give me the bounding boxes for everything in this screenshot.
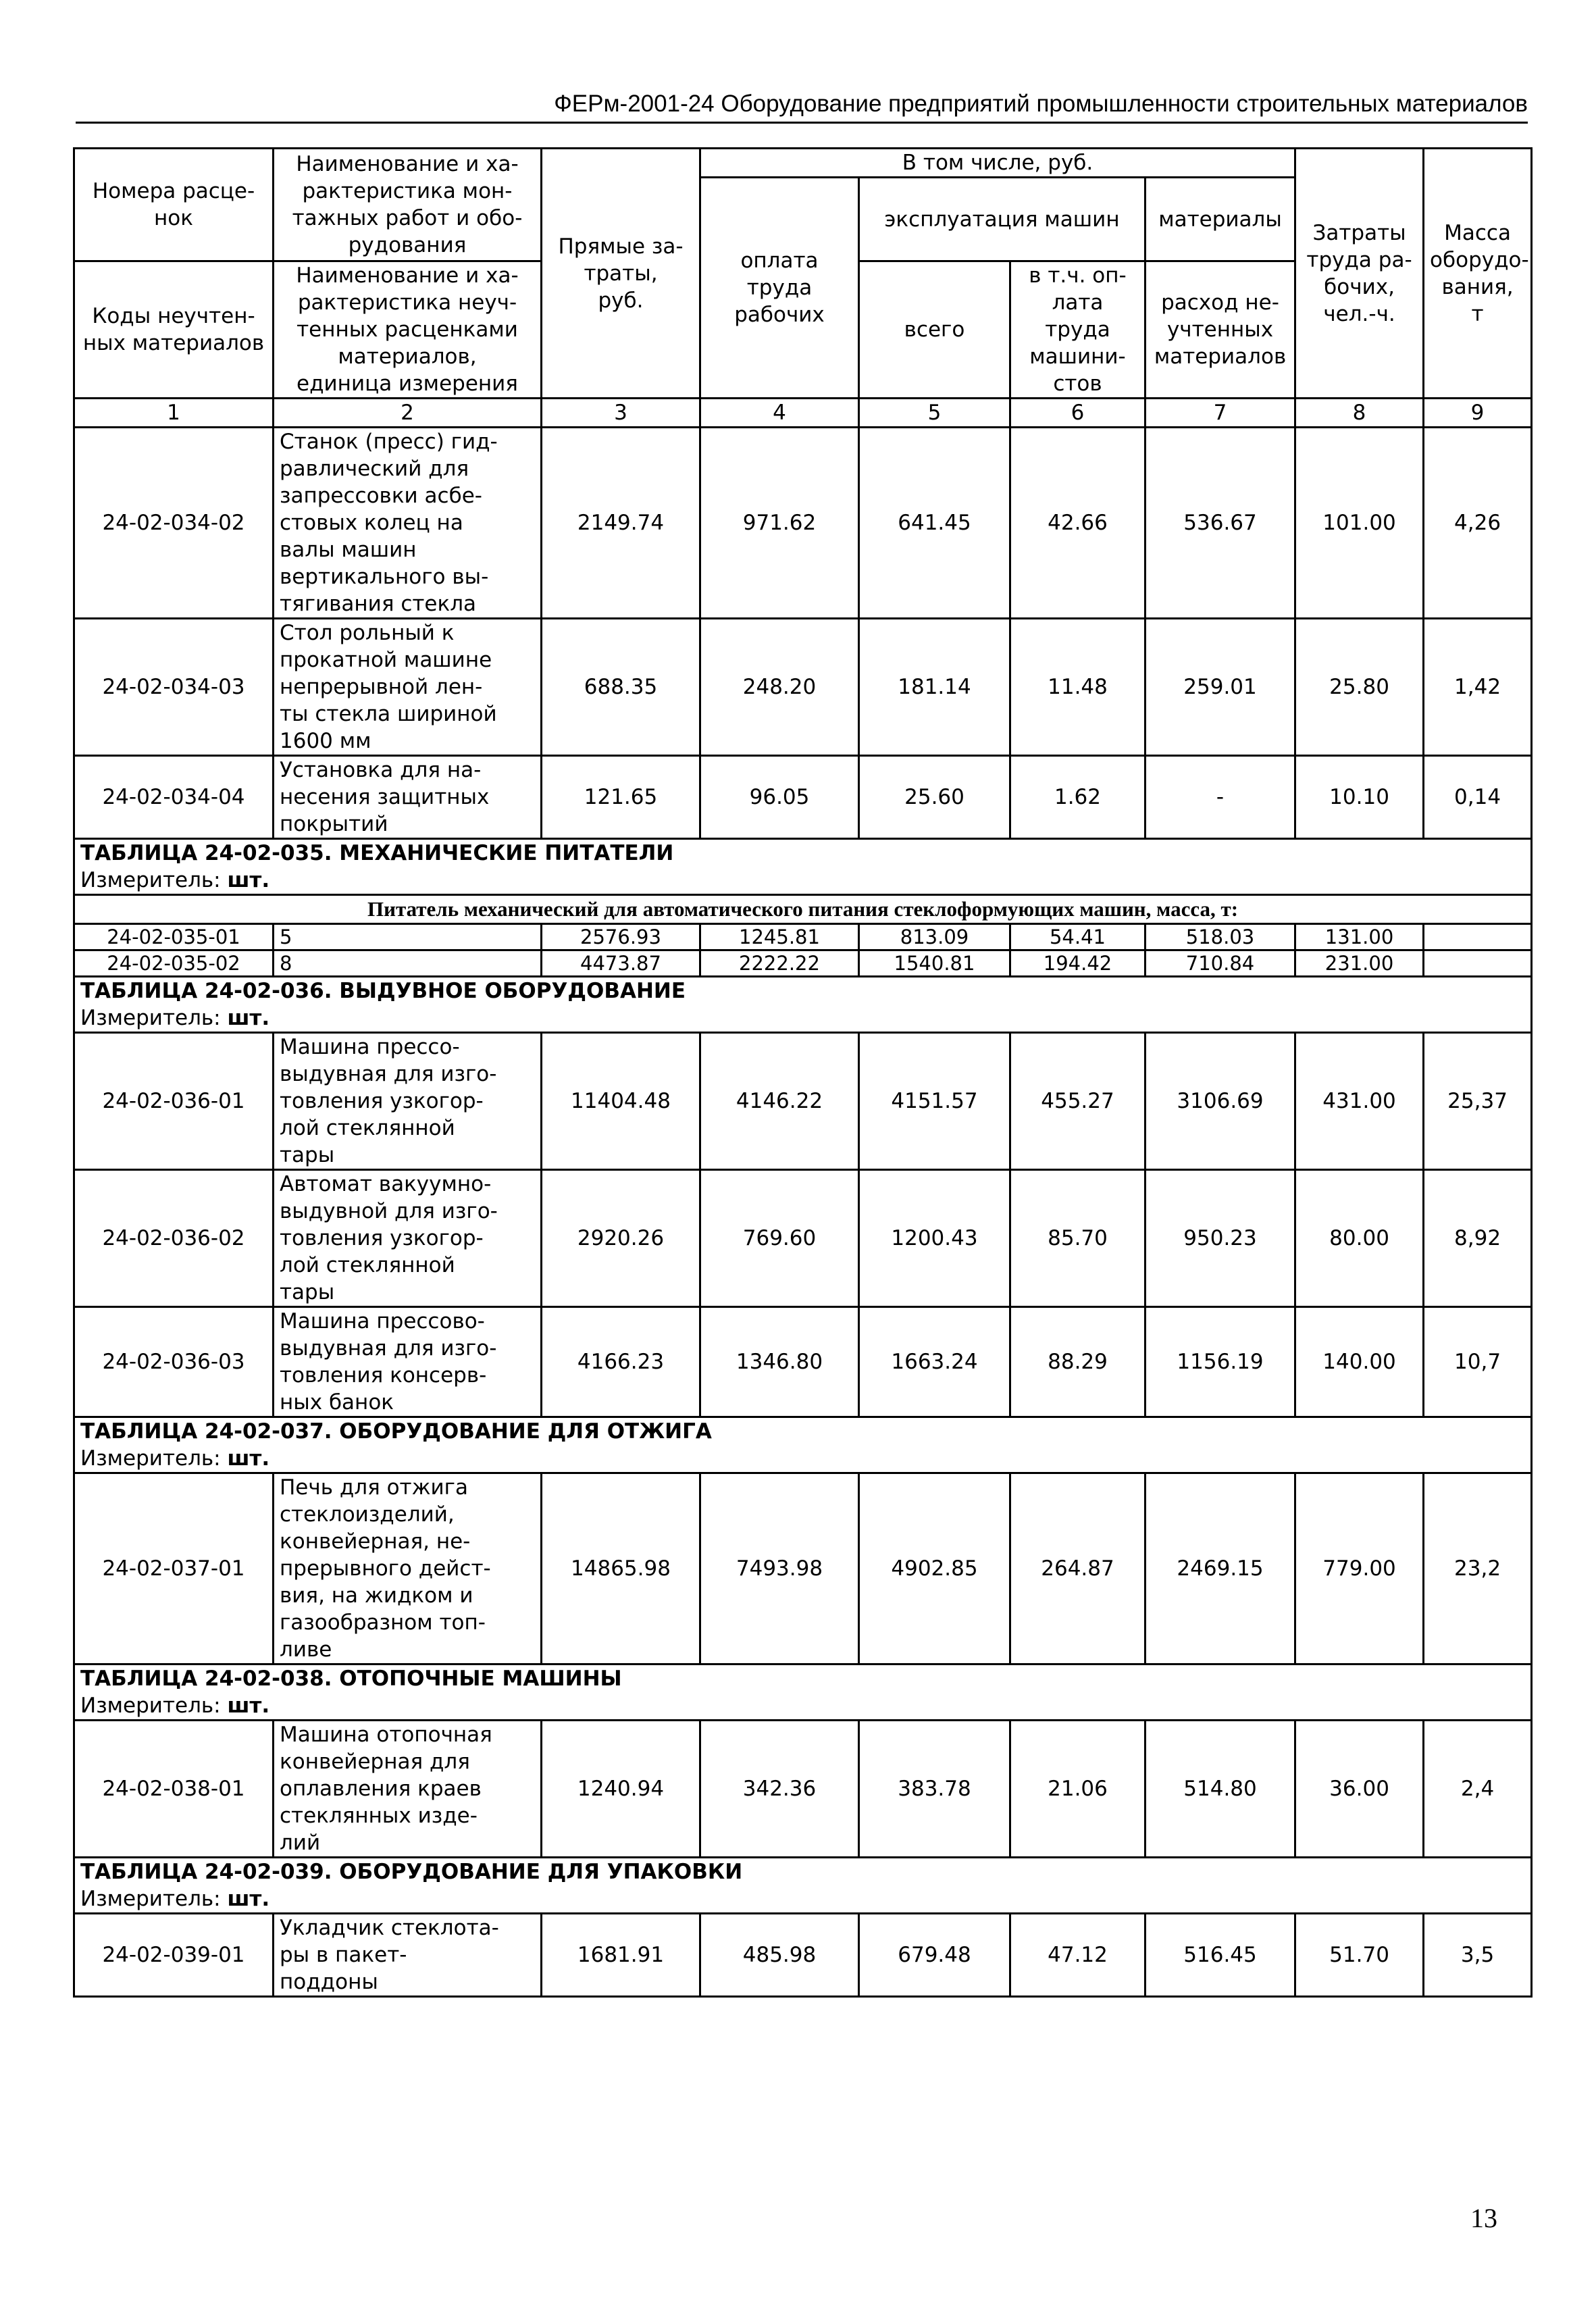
materials-cost-value: 710.84 <box>1145 950 1295 977</box>
machine-total-value: 813.09 <box>859 924 1010 950</box>
labor-wage-value: 7493.98 <box>700 1473 859 1664</box>
rate-code: 24-02-034-02 <box>74 428 274 619</box>
rate-row <box>74 1033 1532 1170</box>
equipment-mass-value: 1,42 <box>1424 619 1532 756</box>
labor-hours-value: 779.00 <box>1295 1473 1424 1664</box>
rate-row <box>74 1170 1532 1307</box>
rate-name: Машина прессово- выдувная для изго- товления консерв- ных банок <box>274 1307 542 1417</box>
machinist-wage-value: 85.70 <box>1010 1170 1145 1307</box>
col2-bottom-header: Наименование и ха- рактеристика неуч- тенных расценками материалов, единица измерения <box>274 261 542 399</box>
measure-value: шт. <box>227 868 270 892</box>
measure-label: Измеритель: <box>80 868 228 892</box>
col1-top-header: Номера расце- нок <box>74 149 274 261</box>
direct-cost-value: 11404.48 <box>542 1033 700 1170</box>
table-title: ТАБЛИЦА 24-02-036. ВЫДУВНОЕ ОБОРУДОВАНИЕ <box>74 977 1532 1005</box>
labor-hours-value: 51.70 <box>1295 1914 1424 1997</box>
included-header: В том числе, руб. <box>700 149 1295 178</box>
machine-total-value: 1200.43 <box>859 1170 1010 1307</box>
machine-total-value: 4902.85 <box>859 1473 1010 1664</box>
measure-unit <box>74 867 1532 895</box>
machinist-wage-value: 194.42 <box>1010 950 1145 977</box>
equipment-mass-value <box>1424 950 1532 977</box>
materials-cost-value: 536.67 <box>1145 428 1295 619</box>
direct-cost-value: 688.35 <box>542 619 700 756</box>
labor-hours-value: 36.00 <box>1295 1721 1424 1858</box>
column-number: 2 <box>274 399 542 428</box>
column-number: 8 <box>1295 399 1424 428</box>
rate-code: 24-02-036-02 <box>74 1170 274 1307</box>
labor-hours-value: 10.10 <box>1295 756 1424 839</box>
labor-wage-value: 342.36 <box>700 1721 859 1858</box>
column-number: 7 <box>1145 399 1295 428</box>
labor-wage-value: 2222.22 <box>700 950 859 977</box>
labor-hours-value: 140.00 <box>1295 1307 1424 1417</box>
machine-total-value: 25.60 <box>859 756 1010 839</box>
rate-code: 24-02-036-01 <box>74 1033 274 1170</box>
machinist-wage-value: 264.87 <box>1010 1473 1145 1664</box>
rate-name: Машина отопочная конвейерная для оплавления краев стеклянных изде- лий <box>274 1721 542 1858</box>
rate-row <box>74 1914 1532 1997</box>
labor-wage-value: 96.05 <box>700 756 859 839</box>
machinist-wage-value: 88.29 <box>1010 1307 1145 1417</box>
direct-cost-value: 14865.98 <box>542 1473 700 1664</box>
rate-code: 24-02-038-01 <box>74 1721 274 1858</box>
equipment-mass-value: 23,2 <box>1424 1473 1532 1664</box>
rates-table <box>73 147 1533 1998</box>
rate-row <box>74 619 1532 756</box>
col3-header: Прямые за- траты, руб. <box>542 149 700 399</box>
machine-total-value: 1663.24 <box>859 1307 1010 1417</box>
measure-label: Измеритель: <box>80 1694 228 1718</box>
machines-header: эксплуатация машин <box>859 178 1145 261</box>
labor-wage-value: 971.62 <box>700 428 859 619</box>
column-numbers-row <box>74 399 1532 428</box>
materials-cost-value: 516.45 <box>1145 1914 1295 1997</box>
materials-cost-value: 514.80 <box>1145 1721 1295 1858</box>
materials-header: материалы <box>1145 178 1295 261</box>
labor-hours-value: 431.00 <box>1295 1033 1424 1170</box>
measure-label: Измеритель: <box>80 1446 228 1471</box>
column-number: 1 <box>74 399 274 428</box>
direct-cost-value: 2920.26 <box>542 1170 700 1307</box>
column-number: 4 <box>700 399 859 428</box>
direct-cost-value: 2576.93 <box>542 924 700 950</box>
rate-code: 24-02-035-02 <box>74 950 274 977</box>
col5-header: всего <box>859 261 1010 399</box>
measure-unit <box>74 1005 1532 1033</box>
machine-total-value: 383.78 <box>859 1721 1010 1858</box>
rate-code: 24-02-034-03 <box>74 619 274 756</box>
labor-hours-value: 101.00 <box>1295 428 1424 619</box>
measure-value: шт. <box>227 1446 270 1471</box>
group-caption: Питатель механический для автоматического питания стеклоформующих машин, масса, т: <box>74 895 1532 924</box>
measure-value: шт. <box>227 1694 270 1718</box>
materials-cost-value: 2469.15 <box>1145 1473 1295 1664</box>
labor-hours-value: 25.80 <box>1295 619 1424 756</box>
machine-total-value: 679.48 <box>859 1914 1010 1997</box>
rate-row <box>74 1473 1532 1664</box>
equipment-mass-value: 4,26 <box>1424 428 1532 619</box>
page-number: 13 <box>1470 2203 1497 2233</box>
measure-unit <box>74 1692 1532 1721</box>
materials-cost-value: 3106.69 <box>1145 1033 1295 1170</box>
rate-code: 24-02-039-01 <box>74 1914 274 1997</box>
rate-name: Печь для отжига стеклоизделий, конвейерная, не- прерывного дейст- вия, на жидком и газообразном топ- ливе <box>274 1473 542 1664</box>
table-title: ТАБЛИЦА 24-02-039. ОБОРУДОВАНИЕ ДЛЯ УПАКОВКИ <box>74 1858 1532 1886</box>
rate-name: Установка для на- несения защитных покрытий <box>274 756 542 839</box>
rate-name: Стол рольный к прокатной машине непрерывной лен- ты стекла шириной 1600 мм <box>274 619 542 756</box>
column-number: 5 <box>859 399 1010 428</box>
equipment-mass-value: 25,37 <box>1424 1033 1532 1170</box>
rate-name: Станок (пресс) гид- равлический для запрессовки асбе- стовых колец на валы машин вертикального вы- тягивания стекла <box>274 428 542 619</box>
direct-cost-value: 4166.23 <box>542 1307 700 1417</box>
materials-cost-value: 950.23 <box>1145 1170 1295 1307</box>
direct-cost-value: 4473.87 <box>542 950 700 977</box>
rate-code: 24-02-034-04 <box>74 756 274 839</box>
rate-name: Машина прессо- выдувная для изго- товления узкогор- лой стеклянной тары <box>274 1033 542 1170</box>
measure-value: шт. <box>227 1887 270 1911</box>
measure-unit <box>74 1885 1532 1914</box>
col4-header: оплата труда рабочих <box>700 178 859 399</box>
col1-bottom-header: Коды неучтен- ных материалов <box>74 261 274 399</box>
col2-top-header: Наименование и ха- рактеристика мон- тажных работ и обо- рудования <box>274 149 542 261</box>
machine-total-value: 641.45 <box>859 428 1010 619</box>
labor-wage-value: 1346.80 <box>700 1307 859 1417</box>
table-title: ТАБЛИЦА 24-02-038. ОТОПОЧНЫЕ МАШИНЫ <box>74 1664 1532 1693</box>
labor-hours-value: 80.00 <box>1295 1170 1424 1307</box>
col9-header: Масса оборудо- вания, т <box>1424 149 1532 399</box>
table-title: ТАБЛИЦА 24-02-037. ОБОРУДОВАНИЕ ДЛЯ ОТЖИГА <box>74 1417 1532 1446</box>
rate-name: Укладчик стеклота- ры в пакет- поддоны <box>274 1914 542 1997</box>
materials-cost-value: - <box>1145 756 1295 839</box>
direct-cost-value: 1681.91 <box>542 1914 700 1997</box>
rate-code: 24-02-035-01 <box>74 924 274 950</box>
column-number: 3 <box>542 399 700 428</box>
rate-row <box>74 924 1532 950</box>
col6-header: в т.ч. оп- лата труда машини- стов <box>1010 261 1145 399</box>
materials-cost-value: 1156.19 <box>1145 1307 1295 1417</box>
equipment-mass-value: 3,5 <box>1424 1914 1532 1997</box>
rate-name: 5 <box>274 924 542 950</box>
labor-wage-value: 485.98 <box>700 1914 859 1997</box>
labor-wage-value: 1245.81 <box>700 924 859 950</box>
rate-row <box>74 950 1532 977</box>
running-header: ФЕРм-2001-24 Оборудование предприятий промышленности строительных материалов <box>76 86 1528 124</box>
table-title: ТАБЛИЦА 24-02-035. МЕХАНИЧЕСКИЕ ПИТАТЕЛИ <box>74 839 1532 867</box>
measure-label: Измеритель: <box>80 1887 228 1911</box>
equipment-mass-value <box>1424 924 1532 950</box>
col7-header: расход не- учтенных материалов <box>1145 261 1295 399</box>
materials-cost-value: 259.01 <box>1145 619 1295 756</box>
rate-name: 8 <box>274 950 542 977</box>
machinist-wage-value: 11.48 <box>1010 619 1145 756</box>
direct-cost-value: 2149.74 <box>542 428 700 619</box>
measure-unit <box>74 1445 1532 1473</box>
measure-value: шт. <box>227 1006 270 1030</box>
column-number: 6 <box>1010 399 1145 428</box>
equipment-mass-value: 2,4 <box>1424 1721 1532 1858</box>
equipment-mass-value: 8,92 <box>1424 1170 1532 1307</box>
rate-row <box>74 428 1532 619</box>
col8-header: Затраты труда ра- бочих, чел.-ч. <box>1295 149 1424 399</box>
rate-name: Автомат вакуумно- выдувной для изго- товления узкогор- лой стеклянной тары <box>274 1170 542 1307</box>
machine-total-value: 4151.57 <box>859 1033 1010 1170</box>
machine-total-value: 1540.81 <box>859 950 1010 977</box>
machinist-wage-value: 42.66 <box>1010 428 1145 619</box>
labor-wage-value: 4146.22 <box>700 1033 859 1170</box>
machinist-wage-value: 1.62 <box>1010 756 1145 839</box>
rate-code: 24-02-036-03 <box>74 1307 274 1417</box>
rate-row <box>74 1721 1532 1858</box>
direct-cost-value: 1240.94 <box>542 1721 700 1858</box>
labor-wage-value: 248.20 <box>700 619 859 756</box>
column-number: 9 <box>1424 399 1532 428</box>
labor-hours-value: 231.00 <box>1295 950 1424 977</box>
materials-cost-value: 518.03 <box>1145 924 1295 950</box>
machinist-wage-value: 47.12 <box>1010 1914 1145 1997</box>
labor-wage-value: 769.60 <box>700 1170 859 1307</box>
machinist-wage-value: 21.06 <box>1010 1721 1145 1858</box>
labor-hours-value: 131.00 <box>1295 924 1424 950</box>
rate-row <box>74 1307 1532 1417</box>
equipment-mass-value: 10,7 <box>1424 1307 1532 1417</box>
measure-label: Измеритель: <box>80 1006 228 1030</box>
machinist-wage-value: 455.27 <box>1010 1033 1145 1170</box>
equipment-mass-value: 0,14 <box>1424 756 1532 839</box>
rate-code: 24-02-037-01 <box>74 1473 274 1664</box>
rate-row <box>74 756 1532 839</box>
machine-total-value: 181.14 <box>859 619 1010 756</box>
direct-cost-value: 121.65 <box>542 756 700 839</box>
machinist-wage-value: 54.41 <box>1010 924 1145 950</box>
